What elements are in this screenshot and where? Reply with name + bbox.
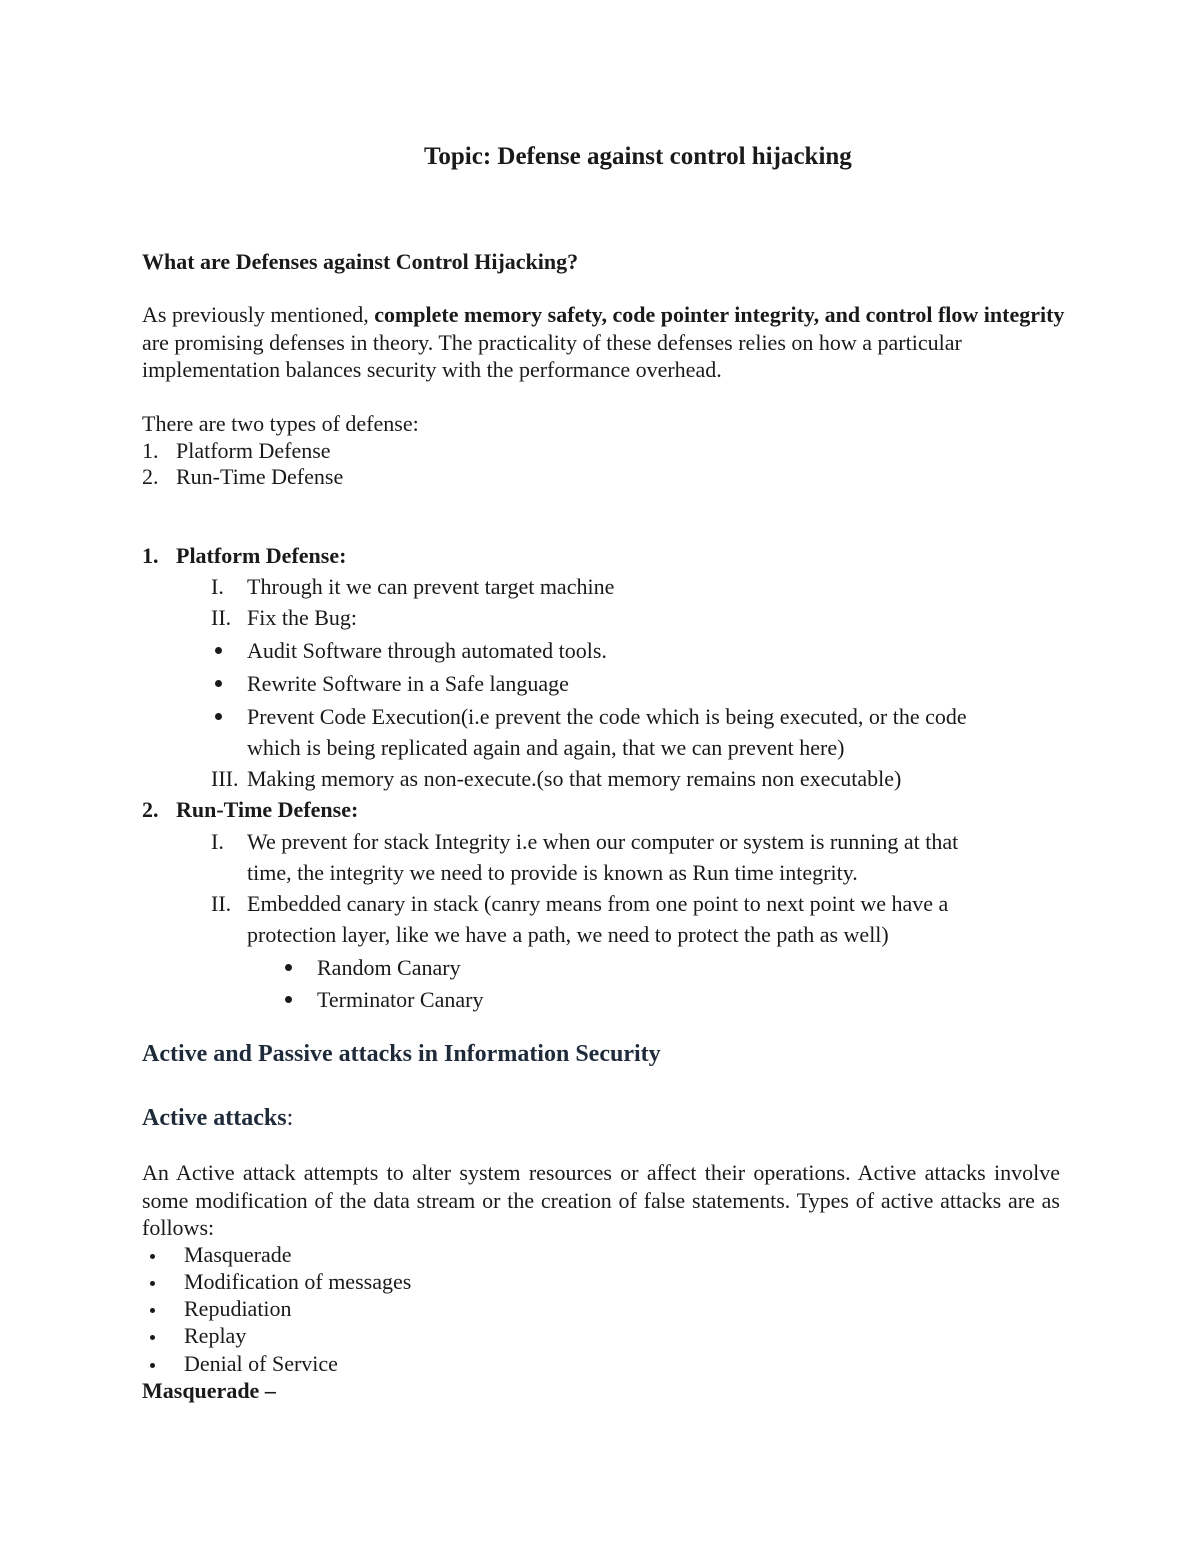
bullet-icon — [150, 1281, 155, 1286]
intro-text-end: are promising defenses in theory. The practicality of these defenses relies on how a particular implementation balances security with the performance overhead. — [142, 329, 962, 382]
active-type-5: Denial of Service — [184, 1351, 338, 1376]
platform-item-3: Making memory as non-execute.(so that memory remains non executable) — [247, 766, 902, 791]
intro-bold-terms: complete memory safety, code pointer integrity, and control flow integrity — [374, 302, 1065, 327]
platform-roman-3: III. — [211, 766, 239, 791]
runtime-heading: Run-Time Defense: — [176, 797, 359, 822]
runtime-roman-1: I. — [211, 829, 224, 854]
active-type-1: Masquerade — [184, 1242, 292, 1267]
active-attacks-heading-text: Active attacks — [142, 1105, 287, 1131]
intro-paragraph — [142, 301, 1067, 384]
platform-heading: Platform Defense: — [176, 543, 347, 568]
masquerade-heading: Masquerade – — [142, 1378, 276, 1403]
active-attacks-paragraph: An Active attack attempts to alter system resources or affect their operations. Active attacks involve some modification of the data stream or the creation of false statements. Types of active attacks are as follows: — [142, 1160, 1060, 1240]
platform-roman-1: I. — [211, 574, 224, 599]
runtime-item-2-line-2: protection layer, like we have a path, we need to protect the path as well) — [247, 922, 889, 947]
runtime-num: 2. — [142, 797, 159, 822]
platform-bullet-1: Audit Software through automated tools. — [247, 638, 607, 663]
platform-item-2: Fix the Bug: — [247, 605, 358, 630]
intro-text-start: As previously mentioned, — [142, 302, 375, 327]
platform-num: 1. — [142, 543, 159, 568]
runtime-item-1-line-2: time, the integrity we need to provide is known as Run time integrity. — [247, 860, 858, 885]
types-item-1-num: 1. — [142, 438, 159, 463]
bullet-icon — [215, 647, 222, 654]
types-item-2-num: 2. — [142, 464, 159, 489]
types-item-1-label: Platform Defense — [176, 438, 331, 463]
bullet-icon — [150, 1308, 155, 1313]
bullet-icon — [150, 1254, 155, 1259]
canary-item-2: Terminator Canary — [317, 987, 484, 1012]
platform-bullet-3-cont: which is being replicated again and again, that we can prevent here) — [247, 735, 845, 760]
bullet-icon — [215, 680, 222, 687]
runtime-item-2-line-1: Embedded canary in stack (canry means from one point to next point we have a — [247, 891, 949, 916]
section-question-heading: What are Defenses against Control Hijacking? — [142, 249, 579, 274]
bullet-icon — [150, 1363, 155, 1368]
platform-bullet-3: Prevent Code Execution(i.e prevent the code which is being executed, or the code — [247, 704, 967, 729]
section-attacks-heading: Active and Passive attacks in Information Security — [142, 1041, 661, 1067]
platform-bullet-2: Rewrite Software in a Safe language — [247, 671, 569, 696]
types-intro: There are two types of defense: — [142, 411, 419, 436]
runtime-roman-2: II. — [211, 891, 232, 916]
bullet-icon — [215, 713, 222, 720]
active-type-2: Modification of messages — [184, 1269, 412, 1294]
page-title: Topic: Defense against control hijacking — [424, 143, 852, 170]
types-item-2-label: Run-Time Defense — [176, 464, 344, 489]
active-type-4: Replay — [184, 1323, 247, 1348]
bullet-icon — [150, 1335, 155, 1340]
bullet-icon — [285, 996, 292, 1003]
runtime-item-1-line-1: We prevent for stack Integrity i.e when our computer or system is running at that — [247, 829, 959, 854]
active-attacks-heading-colon: : — [286, 1105, 294, 1131]
platform-item-1: Through it we can prevent target machine — [247, 574, 615, 599]
active-type-3: Repudiation — [184, 1296, 292, 1321]
canary-item-1: Random Canary — [317, 955, 461, 980]
active-attacks-heading — [142, 1104, 293, 1132]
bullet-icon — [285, 964, 292, 971]
platform-roman-2: II. — [211, 605, 232, 630]
